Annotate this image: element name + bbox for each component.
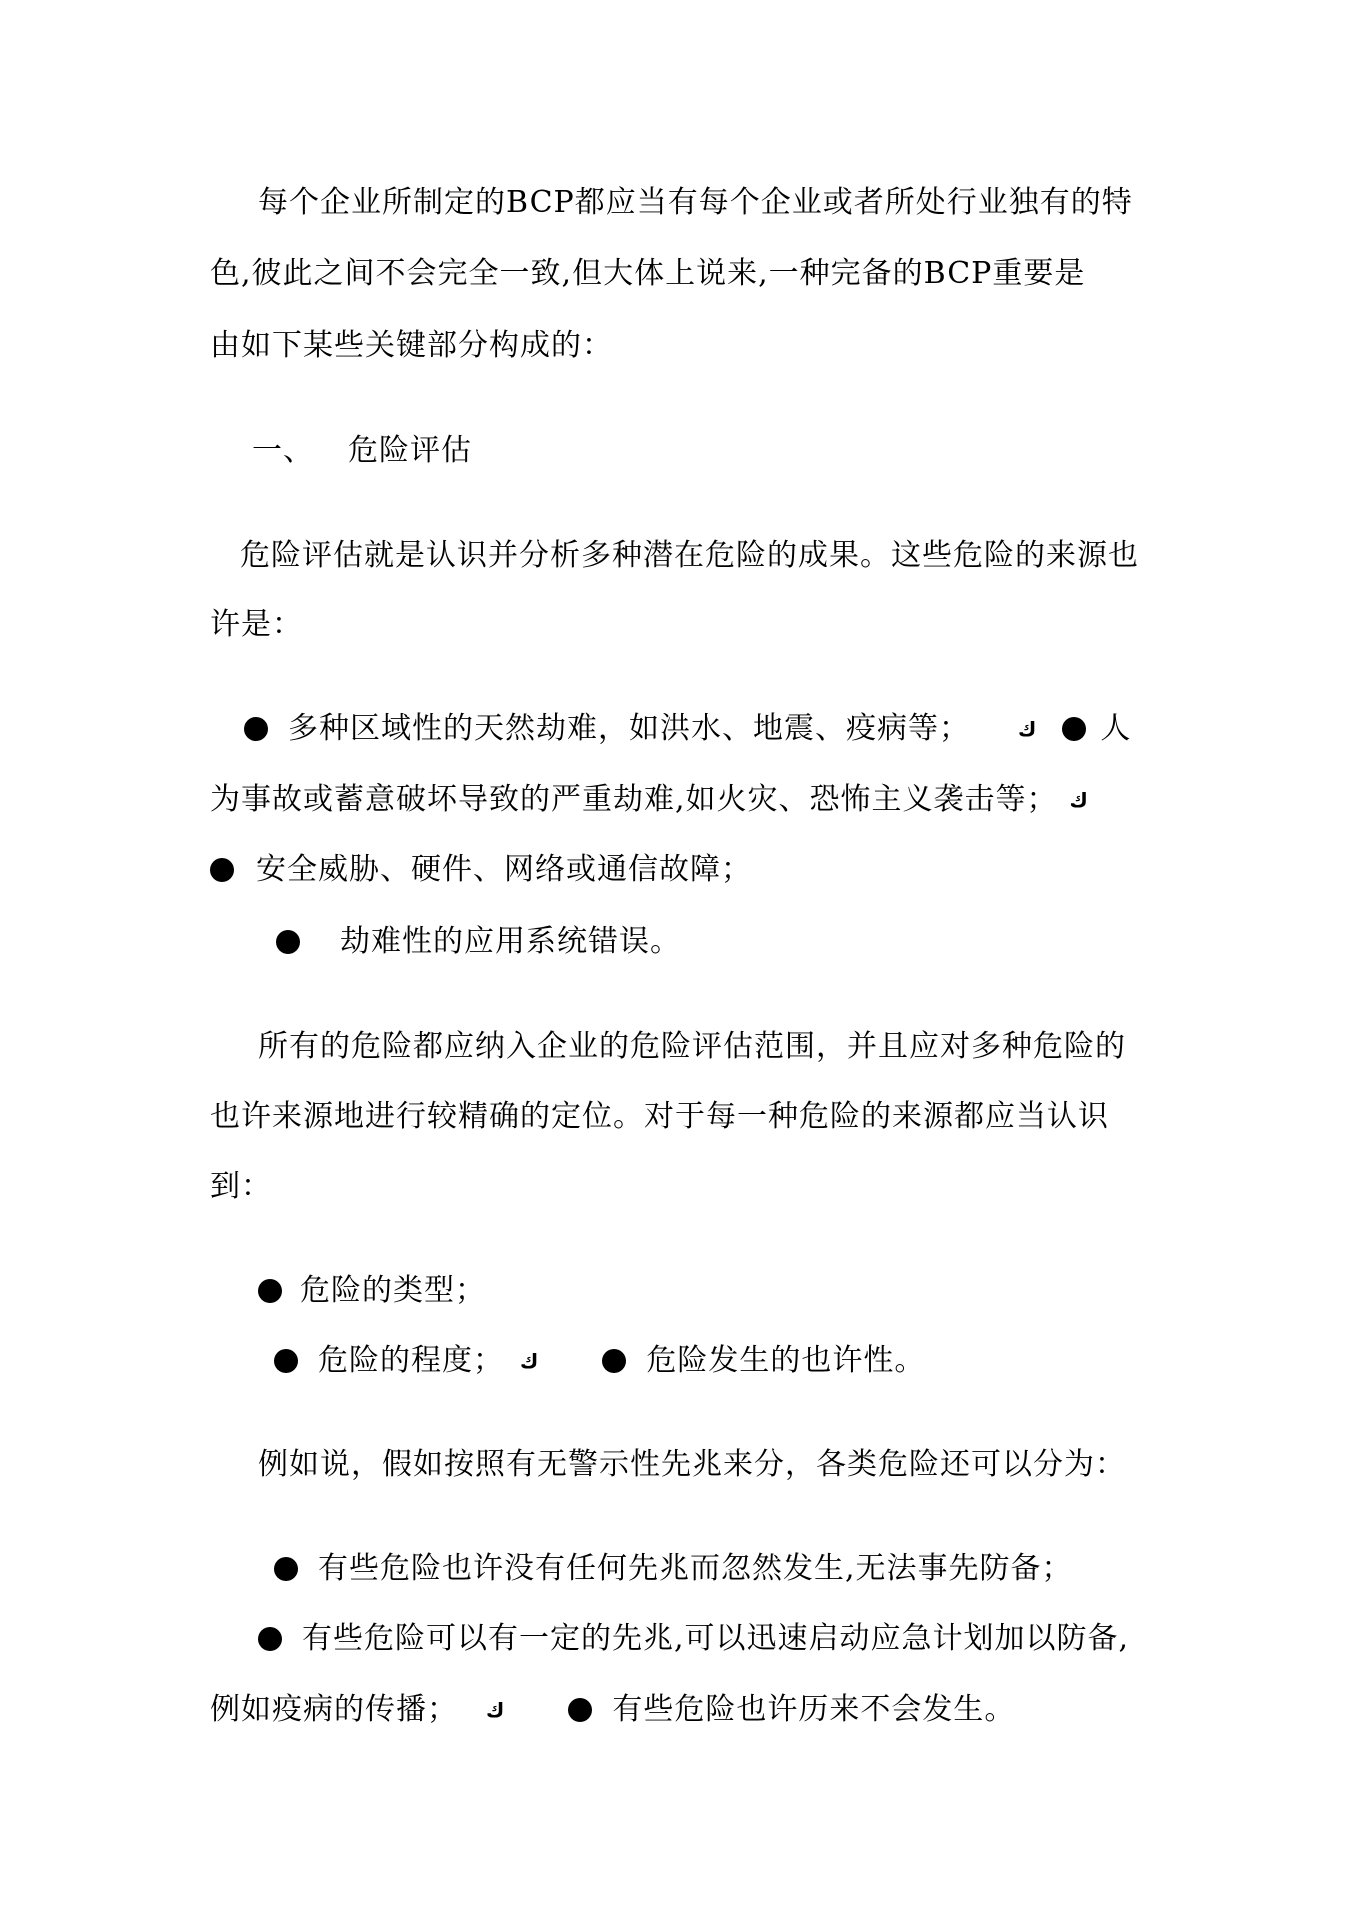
risk-source-line-1 bbox=[244, 709, 1131, 749]
bullet-icon bbox=[258, 1279, 282, 1303]
list-item-text: 劫难性的应用系统错误。 bbox=[340, 924, 681, 959]
all-risks-line-2: 也许来源地进行较精确的定位。对于每一种危险的来源都应当认识 bbox=[210, 1099, 1109, 1134]
risk-source-line-3 bbox=[210, 850, 752, 890]
separator-mark-icon: ك bbox=[1069, 788, 1088, 812]
intro-line-3: 由如下某些关键部分构成的： bbox=[210, 328, 613, 363]
risk-line-2: 许是： bbox=[210, 607, 303, 642]
list-item-text: 安全威胁、硬件、网络或通信故障； bbox=[256, 852, 752, 887]
intro-line-2: 色,彼此之间不会完全一致,但大体上说来,一种完备的BCP重要是 bbox=[210, 256, 1086, 291]
bullet-icon bbox=[276, 930, 300, 954]
risk-source-line-2 bbox=[210, 780, 1088, 820]
heading-number: 一、 bbox=[252, 433, 314, 468]
bullet-icon bbox=[568, 1698, 592, 1722]
intro-line-1: 每个企业所制定的BCP都应当有每个企业或者所处行业独有的特 bbox=[258, 185, 1133, 220]
list-item-text: 人 bbox=[1100, 711, 1132, 746]
category-line-2 bbox=[258, 1619, 1129, 1659]
list-item-text: 为事故或蓄意破坏导致的严重劫难,如火灾、恐怖主义袭击等； bbox=[210, 782, 1058, 817]
bullet-icon bbox=[244, 717, 268, 741]
heading-title: 危险评估 bbox=[348, 433, 472, 468]
bullet-icon bbox=[210, 858, 234, 882]
risk-source-line-4 bbox=[276, 922, 681, 962]
bullet-icon bbox=[602, 1349, 626, 1373]
all-risks-line-3: 到： bbox=[210, 1169, 272, 1204]
know-line-2 bbox=[274, 1341, 925, 1381]
category-line-1 bbox=[274, 1549, 1073, 1589]
list-item-text: 危险发生的也许性。 bbox=[646, 1343, 926, 1378]
risk-line-1: 危险评估就是认识并分析多种潜在危险的成果。这些危险的来源也 bbox=[240, 538, 1139, 573]
separator-mark-icon: ك bbox=[520, 1349, 539, 1373]
bullet-icon bbox=[274, 1557, 298, 1581]
section-heading bbox=[252, 431, 472, 471]
list-item-text: 多种区域性的天然劫难，如洪水、地震、疫病等； bbox=[288, 711, 970, 746]
list-item-text: 有些危险可以有一定的先兆,可以迅速启动应急计划加以防备, bbox=[302, 1621, 1130, 1656]
separator-mark-icon: ك bbox=[1018, 717, 1037, 741]
list-item-text: 危险的类型； bbox=[300, 1273, 486, 1308]
bullet-icon bbox=[1062, 717, 1086, 741]
bullet-icon bbox=[258, 1627, 282, 1651]
list-item-text: 有些危险也许历来不会发生。 bbox=[612, 1692, 1016, 1727]
list-item-text: 有些危险也许没有任何先兆而忽然发生,无法事先防备； bbox=[318, 1551, 1073, 1586]
all-risks-line-1: 所有的危险都应纳入企业的危险评估范围，并且应对多种危险的 bbox=[258, 1029, 1126, 1064]
list-item-text: 危险的程度； bbox=[318, 1343, 504, 1378]
bullet-icon bbox=[274, 1349, 298, 1373]
example-line: 例如说，假如按照有无警示性先兆来分，各类危险还可以分为： bbox=[258, 1447, 1126, 1482]
know-line-1 bbox=[258, 1271, 486, 1311]
category-line-3 bbox=[210, 1690, 1015, 1730]
list-item-text: 例如疫病的传播； bbox=[210, 1692, 458, 1727]
separator-mark-icon: ك bbox=[486, 1698, 505, 1722]
